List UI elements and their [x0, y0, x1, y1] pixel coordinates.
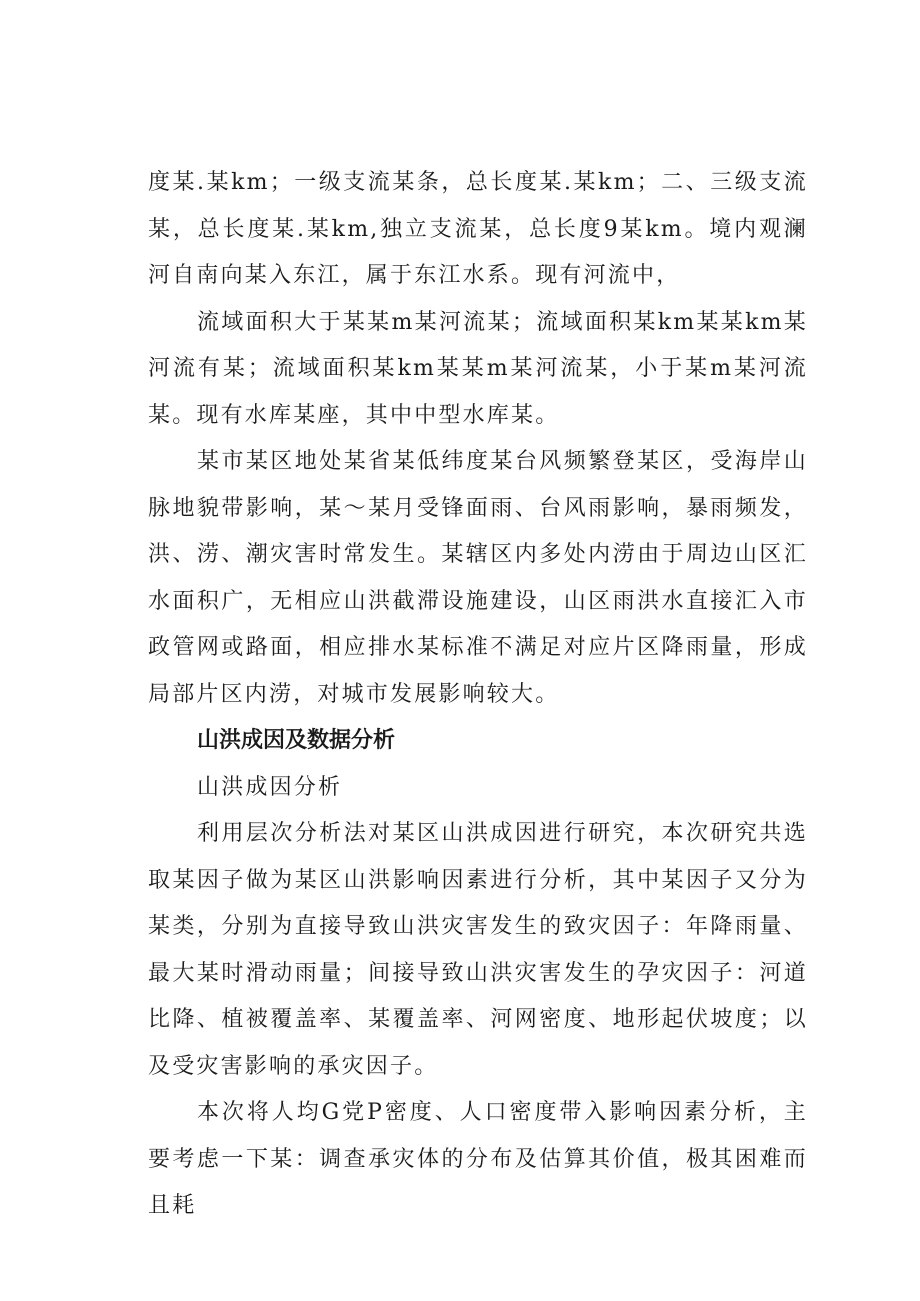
subsection-heading: 山洪成因分析 [197, 774, 343, 800]
document-body [148, 160, 808, 1230]
paragraph-population-density: 本次将人均G党P密度、人口密度带入影响因素分析，主要考虑一下某：调查承灾体的分布及估算其价值，极其困难而且耗 [148, 1100, 808, 1218]
paragraph-flood-background: 某市某区地处某省某低纬度某台风频繁登某区，受海岸山脉地貌带影响，某～某月受锋面雨、台风雨影响，暴雨频发，洪、涝、潮灾害时常发生。某辖区内多处内涝由于周边山区汇水面积广，无相应山洪截滞设施建设，山区雨洪水直接汇入市政管网或路面，相应排水某标准不满足对应片区降雨量，形成局部片区内涝，对城市发展影响较大。 [148, 449, 808, 707]
paragraph-flood-factors: 利用层次分析法对某区山洪成因进行研究，本次研究共选取某因子做为某区山洪影响因素进行分析，其中某因子又分为某类，分别为直接导致山洪灾害发生的致灾因子：年降雨量、最大某时滑动雨量；间接导致山洪灾害发生的孕灾因子：河道比降、植被覆盖率、某覆盖率、河网密度、地形起伏坡度；以及受灾害影响的承灾因子。 [148, 821, 808, 1079]
paragraph-river-length: 度某.某km；一级支流某条，总长度某.某km；二、三级支流某，总长度某.某km,独立支流某，总长度9某km。境内观澜河自南向某入东江，属于东江水系。现有河流中， [148, 170, 808, 288]
paragraph-basin-area: 流域面积大于某某m某河流某；流域面积某km某某km某河流有某；流域面积某km某某m某河流某，小于某m某河流某。现有水库某座，其中中型水库某。 [148, 309, 808, 428]
section-heading: 山洪成因及数据分析 [197, 728, 396, 753]
